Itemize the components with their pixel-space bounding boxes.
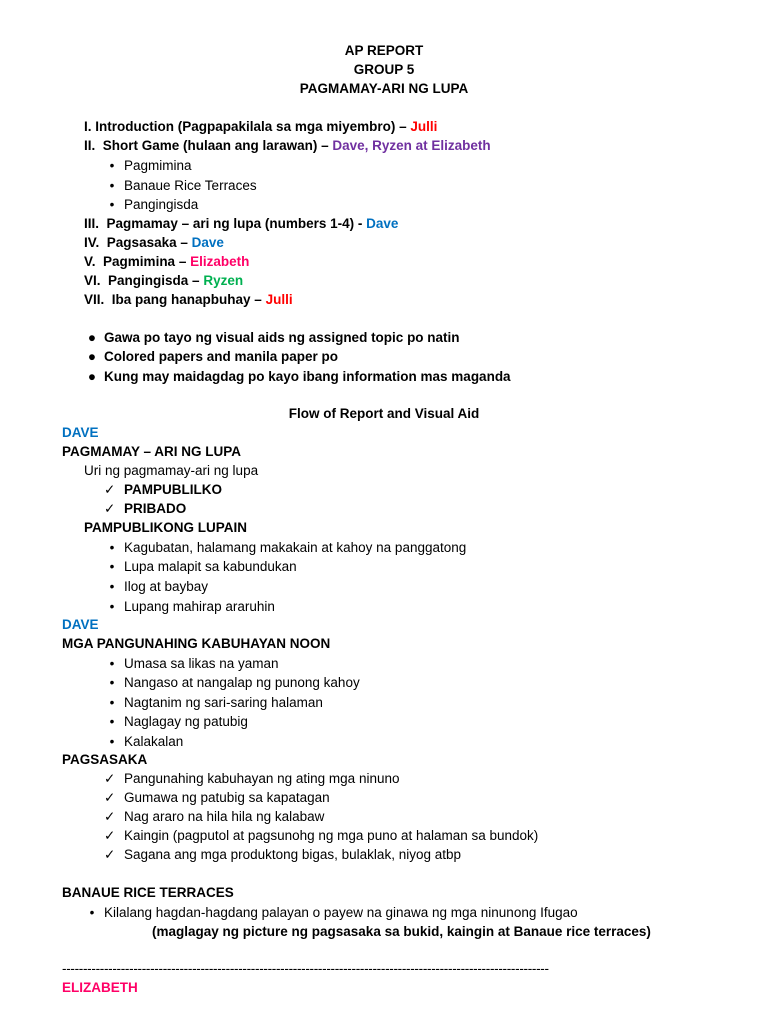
picture-note: (maglagay ng picture ng pagsasaka sa bukid, kaingin at Banaue rice terraces): [152, 924, 651, 939]
checkmark-icon: ✓: [104, 482, 116, 497]
list-item: • Pangingisda: [109, 197, 199, 212]
note-item: ● Gawa po tayo ng visual aids ng assigned topic po natin: [87, 330, 460, 345]
outline-presenter: Julli: [265, 292, 293, 307]
presenter-label: DAVE: [62, 617, 99, 632]
outline-num: II.: [84, 138, 96, 153]
outline-presenter: Elizabeth: [190, 254, 250, 269]
outline-text: Pagmimina –: [103, 254, 187, 269]
check-item: ✓ PAMPUBLILKO: [104, 482, 222, 497]
list-item: • Naglagay ng patubig: [109, 714, 248, 729]
list-item: • Banaue Rice Terraces: [109, 178, 257, 193]
outline-item-1: [84, 118, 437, 136]
list-item: • Kilalang hagdan-hagdang palayan o payew na ginawa ng mga ninunong Ifugao: [89, 905, 578, 920]
list-item: • Ilog at baybay: [109, 579, 209, 594]
outline-num: IV.: [84, 235, 100, 250]
subheading: PAMPUBLIKONG LUPAIN: [84, 520, 247, 535]
outline-text: Introduction (Pagpapakilala sa mga miyembro) –: [95, 119, 407, 134]
list-item: • Lupa malapit sa kabundukan: [109, 559, 297, 574]
doc-title: AP REPORT: [344, 43, 424, 58]
section-heading: BANAUE RICE TERRACES: [62, 885, 234, 900]
outline-item-2: [84, 137, 491, 155]
outline-num: VII.: [84, 292, 105, 307]
check-item: ✓ Gumawa ng patubig sa kapatagan: [104, 790, 330, 805]
checkmark-icon: ✓: [104, 771, 116, 786]
outline-num: V.: [84, 254, 96, 269]
outline-num: VI.: [84, 273, 101, 288]
outline-text: Pangingisda –: [108, 273, 200, 288]
topic-title: PAGMAMAY-ARI NG LUPA: [299, 81, 469, 96]
group-label: GROUP 5: [353, 62, 415, 77]
outline-item-3: [84, 215, 398, 233]
note-item: ● Kung may maidagdag po kayo ibang information mas maganda: [87, 369, 511, 384]
checkmark-icon: ✓: [104, 790, 116, 805]
check-item: ✓ PRIBADO: [104, 501, 187, 516]
outline-presenter: Dave: [191, 235, 224, 250]
list-item: • Nangaso at nangalap ng punong kahoy: [109, 675, 360, 690]
list-item: • Kalakalan: [109, 734, 184, 749]
outline-num: III.: [84, 216, 100, 231]
outline-presenter: Ryzen: [203, 273, 244, 288]
subheading: PAGSASAKA: [62, 752, 148, 767]
outline-presenter: Dave: [366, 216, 399, 231]
section-intro: Uri ng pagmamay-ari ng lupa: [84, 463, 259, 478]
section-heading: MGA PANGUNAHING KABUHAYAN NOON: [62, 636, 331, 651]
section-heading: PAGMAMAY – ARI NG LUPA: [62, 444, 242, 459]
checkmark-icon: ✓: [104, 501, 116, 516]
flow-title: Flow of Report and Visual Aid: [288, 406, 480, 421]
outline-text: Short Game (hulaan ang larawan) –: [102, 138, 329, 153]
outline-text: Pagmamay – ari ng lupa (numbers 1-4) -: [106, 216, 363, 231]
checkmark-icon: ✓: [104, 809, 116, 824]
list-item: • Nagtanim ng sari-saring halaman: [109, 695, 323, 710]
outline-presenter: Julli: [410, 119, 438, 134]
outline-text: Pagsasaka –: [106, 235, 188, 250]
list-item: • Kagubatan, halamang makakain at kahoy na panggatong: [109, 540, 467, 555]
check-item: ✓ Pangunahing kabuhayan ng ating mga ninuno: [104, 771, 400, 786]
list-item: • Umasa sa likas na yaman: [109, 656, 279, 671]
check-item: ✓ Sagana ang mga produktong bigas, bulaklak, niyog atbp: [104, 847, 461, 862]
outline-num: I.: [84, 119, 92, 134]
outline-presenter: Dave, Ryzen at Elizabeth: [332, 138, 491, 153]
outline-item-7: [84, 291, 293, 309]
outline-text: Iba pang hanapbuhay –: [111, 292, 262, 307]
check-item: ✓ Kaingin (pagputol at pagsunohg ng mga puno at halaman sa bundok): [104, 828, 539, 843]
outline-item-6: [84, 272, 243, 290]
presenter-label: ELIZABETH: [62, 980, 138, 995]
checkmark-icon: ✓: [104, 828, 116, 843]
outline-item-5: [84, 253, 249, 271]
check-item: ✓ Nag araro na hila hila ng kalabaw: [104, 809, 325, 824]
outline-item-4: [84, 234, 224, 252]
presenter-label: DAVE: [62, 425, 99, 440]
note-item: ● Colored papers and manila paper po: [87, 349, 339, 364]
list-item: • Lupang mahirap araruhin: [109, 599, 275, 614]
checkmark-icon: ✓: [104, 847, 116, 862]
divider: --------------------------------------------------------------------------------------------------------------------: [62, 961, 549, 976]
list-item: • Pagmimina: [109, 158, 192, 173]
